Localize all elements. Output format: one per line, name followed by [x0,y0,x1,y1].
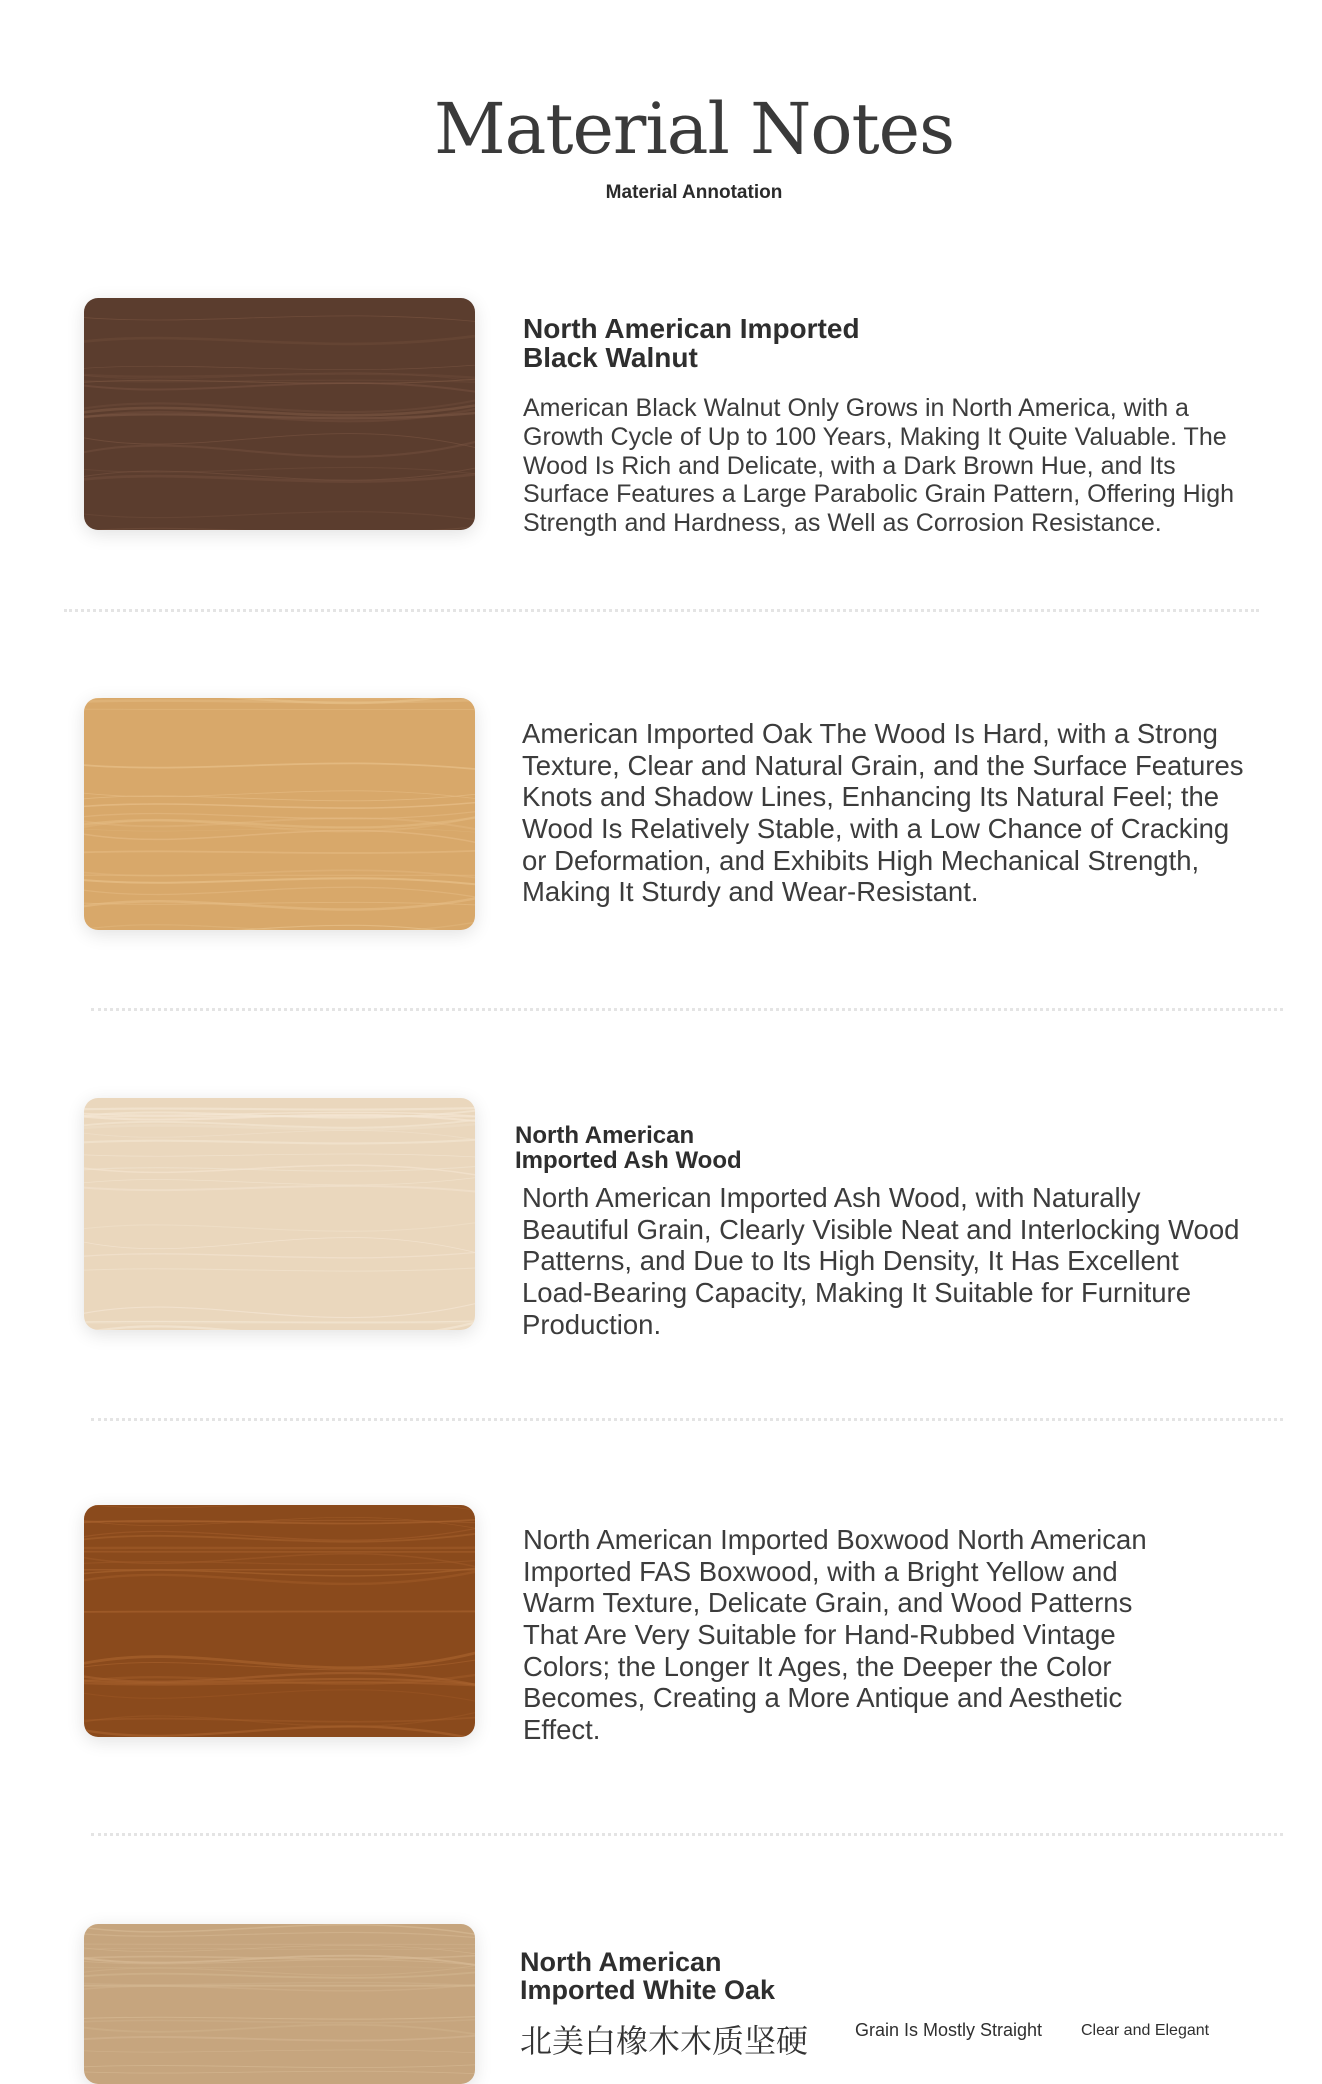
tag-elegant: Clear and Elegant [1081,2022,1210,2039]
white-oak-swatch-image [84,1924,475,2084]
boxwood-swatch-image [84,1505,475,1737]
divider [64,609,1259,612]
material-description-white-oak: 北美白橡木木质坚硬 [520,2022,809,2060]
material-description-oak: American Imported Oak The Wood Is Hard, with a Strong Texture, Clear and Natural Grain, and the Surface Features Knots and Shadow Lines, Enhancing Its Natural Feel; the Wood Is Relatively Stable, with a Low Chance of Cracking or Deformation, and Exhibits High Mechanical Strength, Making It Sturdy and Wear-Resistant. [522,718,1244,908]
divider [91,1418,1283,1421]
material-heading-ash: North American Imported Ash Wood [515,1122,742,1174]
material-heading-walnut: North American Imported Black Walnut [523,313,860,374]
material-description-walnut: American Black Walnut Only Grows in North America, with a Growth Cycle of Up to 100 Years, Making It Quite Valuable. The Wood Is Rich and Delicate, with a Dark Brown Hue, and Its Surface Features a Large Parabolic Grain Pattern, Offering High Strength and Hardness, as Well as Corrosion Resistance. [523,394,1235,537]
divider [91,1833,1283,1836]
tag-grain: Grain Is Mostly Straight [855,2020,1043,2040]
page-subtitle: Material Annotation [605,182,783,203]
material-description-boxwood: North American Imported Boxwood North American Imported FAS Boxwood, with a Bright Yellow and Warm Texture, Delicate Grain, and Wood Patterns That Are Very Suitable for Hand-Rubbed Vintage Colors; the Longer It Ages, the Deeper the Color Becomes, Creating a More Antique and Aesthetic Effect. [523,1524,1147,1745]
material-description-ash: North American Imported Ash Wood, with Naturally Beautiful Grain, Clearly Visible Neat and Interlocking Wood Patterns, and Due to Its High Density, It Has Excellent Load-Bearing Capacity, Making It Suitable for Furniture Production. [522,1182,1240,1340]
oak-swatch-image [84,698,475,930]
material-heading-white-oak: North American Imported White Oak [520,1947,776,2006]
walnut-swatch-image [84,298,475,530]
divider [91,1008,1283,1011]
page-title: Material Notes [433,88,955,170]
ash-swatch-image [84,1098,475,1330]
